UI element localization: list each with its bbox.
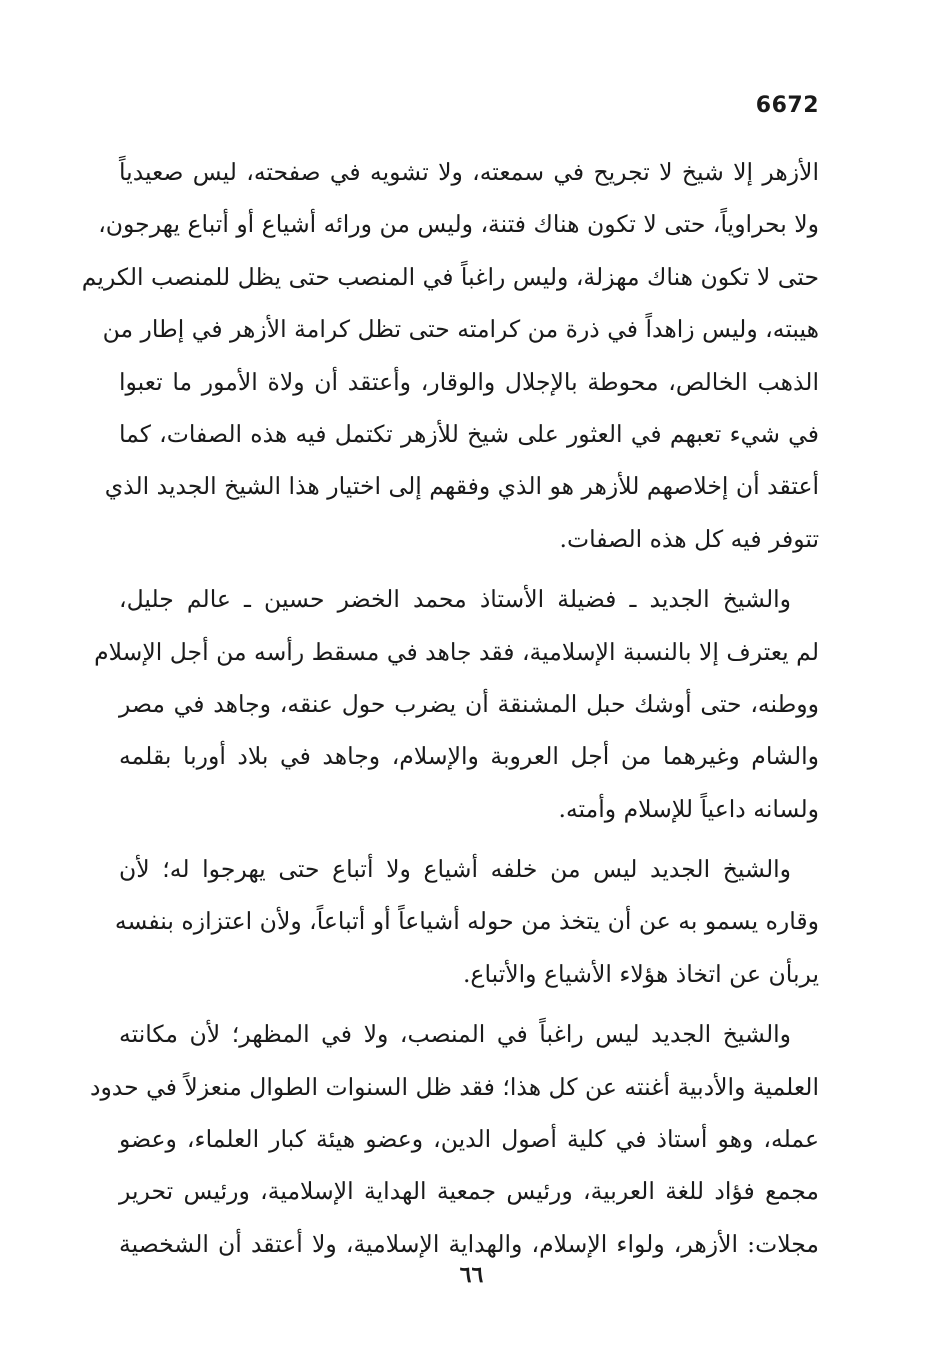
text-line: أعتقد أن إخلاصهم للأزهر هو الذي وفقهم إلى اختيار هذا الشيخ الجديد الذي — [104, 472, 819, 501]
page-number: ٦٦ — [459, 1262, 484, 1288]
text-line: يربأن عن اتخاذ هؤلاء الأشياع والأتباع. — [462, 959, 819, 988]
text-line: والشيخ الجديد ليس راغباً في المنصب، ولا في المظهر؛ لأن مكانته — [119, 1020, 791, 1049]
text-line: لم يعترف إلا بالنسبة الإسلامية، فقد جاهد في مسقط رأسه من أجل الإسلام — [94, 637, 819, 666]
text-line: في شيء تعبهم في العثور على شيخ للأزهر تكتمل فيه هذه الصفات، كما — [119, 419, 819, 448]
paragraph-3 — [114, 843, 819, 1000]
text-line: ووطنه، حتى أوشك حبل المشنقة أن يضرب حول عنقه، وجاهد في مصر — [119, 689, 819, 718]
text-line: ولسانه داعياً للإسلام وأمته. — [558, 794, 819, 823]
text-line: حتى لا تكون هناك مهزلة، وليس راغباً في المنصب حتى يظل للمنصب الكريم — [81, 262, 819, 291]
text-line: والشيخ الجديد ليس من خلفه أشياع ولا أتباع حتى يهرجوا له؛ لأن — [119, 855, 791, 884]
text-line: والشيخ الجديد ـ فضيلة الأستاذ محمد الخضر حسين ـ عالم جليل، — [119, 585, 791, 614]
text-line: ولا بحراوياً، حتى لا تكون هناك فتنة، وليس من ورائه أشياع أو أتباع يهرجون، — [98, 210, 819, 239]
text-line: وقاره يسمو به عن أن يتخذ من حوله أشياعاً أو أتباعاً، ولأن اعتزازه بنفسه — [114, 907, 819, 936]
text-line: الذهب الخالص، محوطة بالإجلال والوقار، وأعتقد أن ولاة الأمور ما تعبوا — [119, 367, 819, 396]
page-id: 6672 — [755, 93, 819, 118]
paragraph-1 — [81, 146, 819, 565]
text-line: مجلات: الأزهر، ولواء الإسلام، والهداية الإسلامية، ولا أعتقد أن الشخصية — [119, 1229, 819, 1258]
text-line: والشام وغيرهما من أجل العروبة والإسلام، وجاهد في بلاد أوربا بقلمه — [119, 742, 819, 771]
text-line: الأزهر إلا شيخ لا تجريح في سمعته، ولا تشويه في صفحته، ليس صعيدياً — [119, 158, 819, 186]
body-text — [81, 146, 819, 1270]
paragraph-4 — [89, 1008, 819, 1270]
text-line: عمله، وهو أستاذ في كلية أصول الدين، وعضو هيئة كبار العلماء، وعضو — [119, 1125, 819, 1154]
text-line: تتوفر فيه كل هذه الصفات. — [559, 524, 819, 553]
text-line: هيبته، وليس زاهداً في ذرة من كرامته حتى تظل كرامة الأزهر في إطار من — [102, 315, 819, 344]
text-line: العلمية والأدبية أغنته عن كل هذا؛ فقد ظل السنوات الطوال منعزلاً في حدود — [89, 1072, 819, 1101]
text-line: مجمع فؤاد للغة العربية، ورئيس جمعية الهداية الإسلامية، ورئيس تحرير — [119, 1177, 819, 1206]
paragraph-2 — [94, 573, 819, 835]
